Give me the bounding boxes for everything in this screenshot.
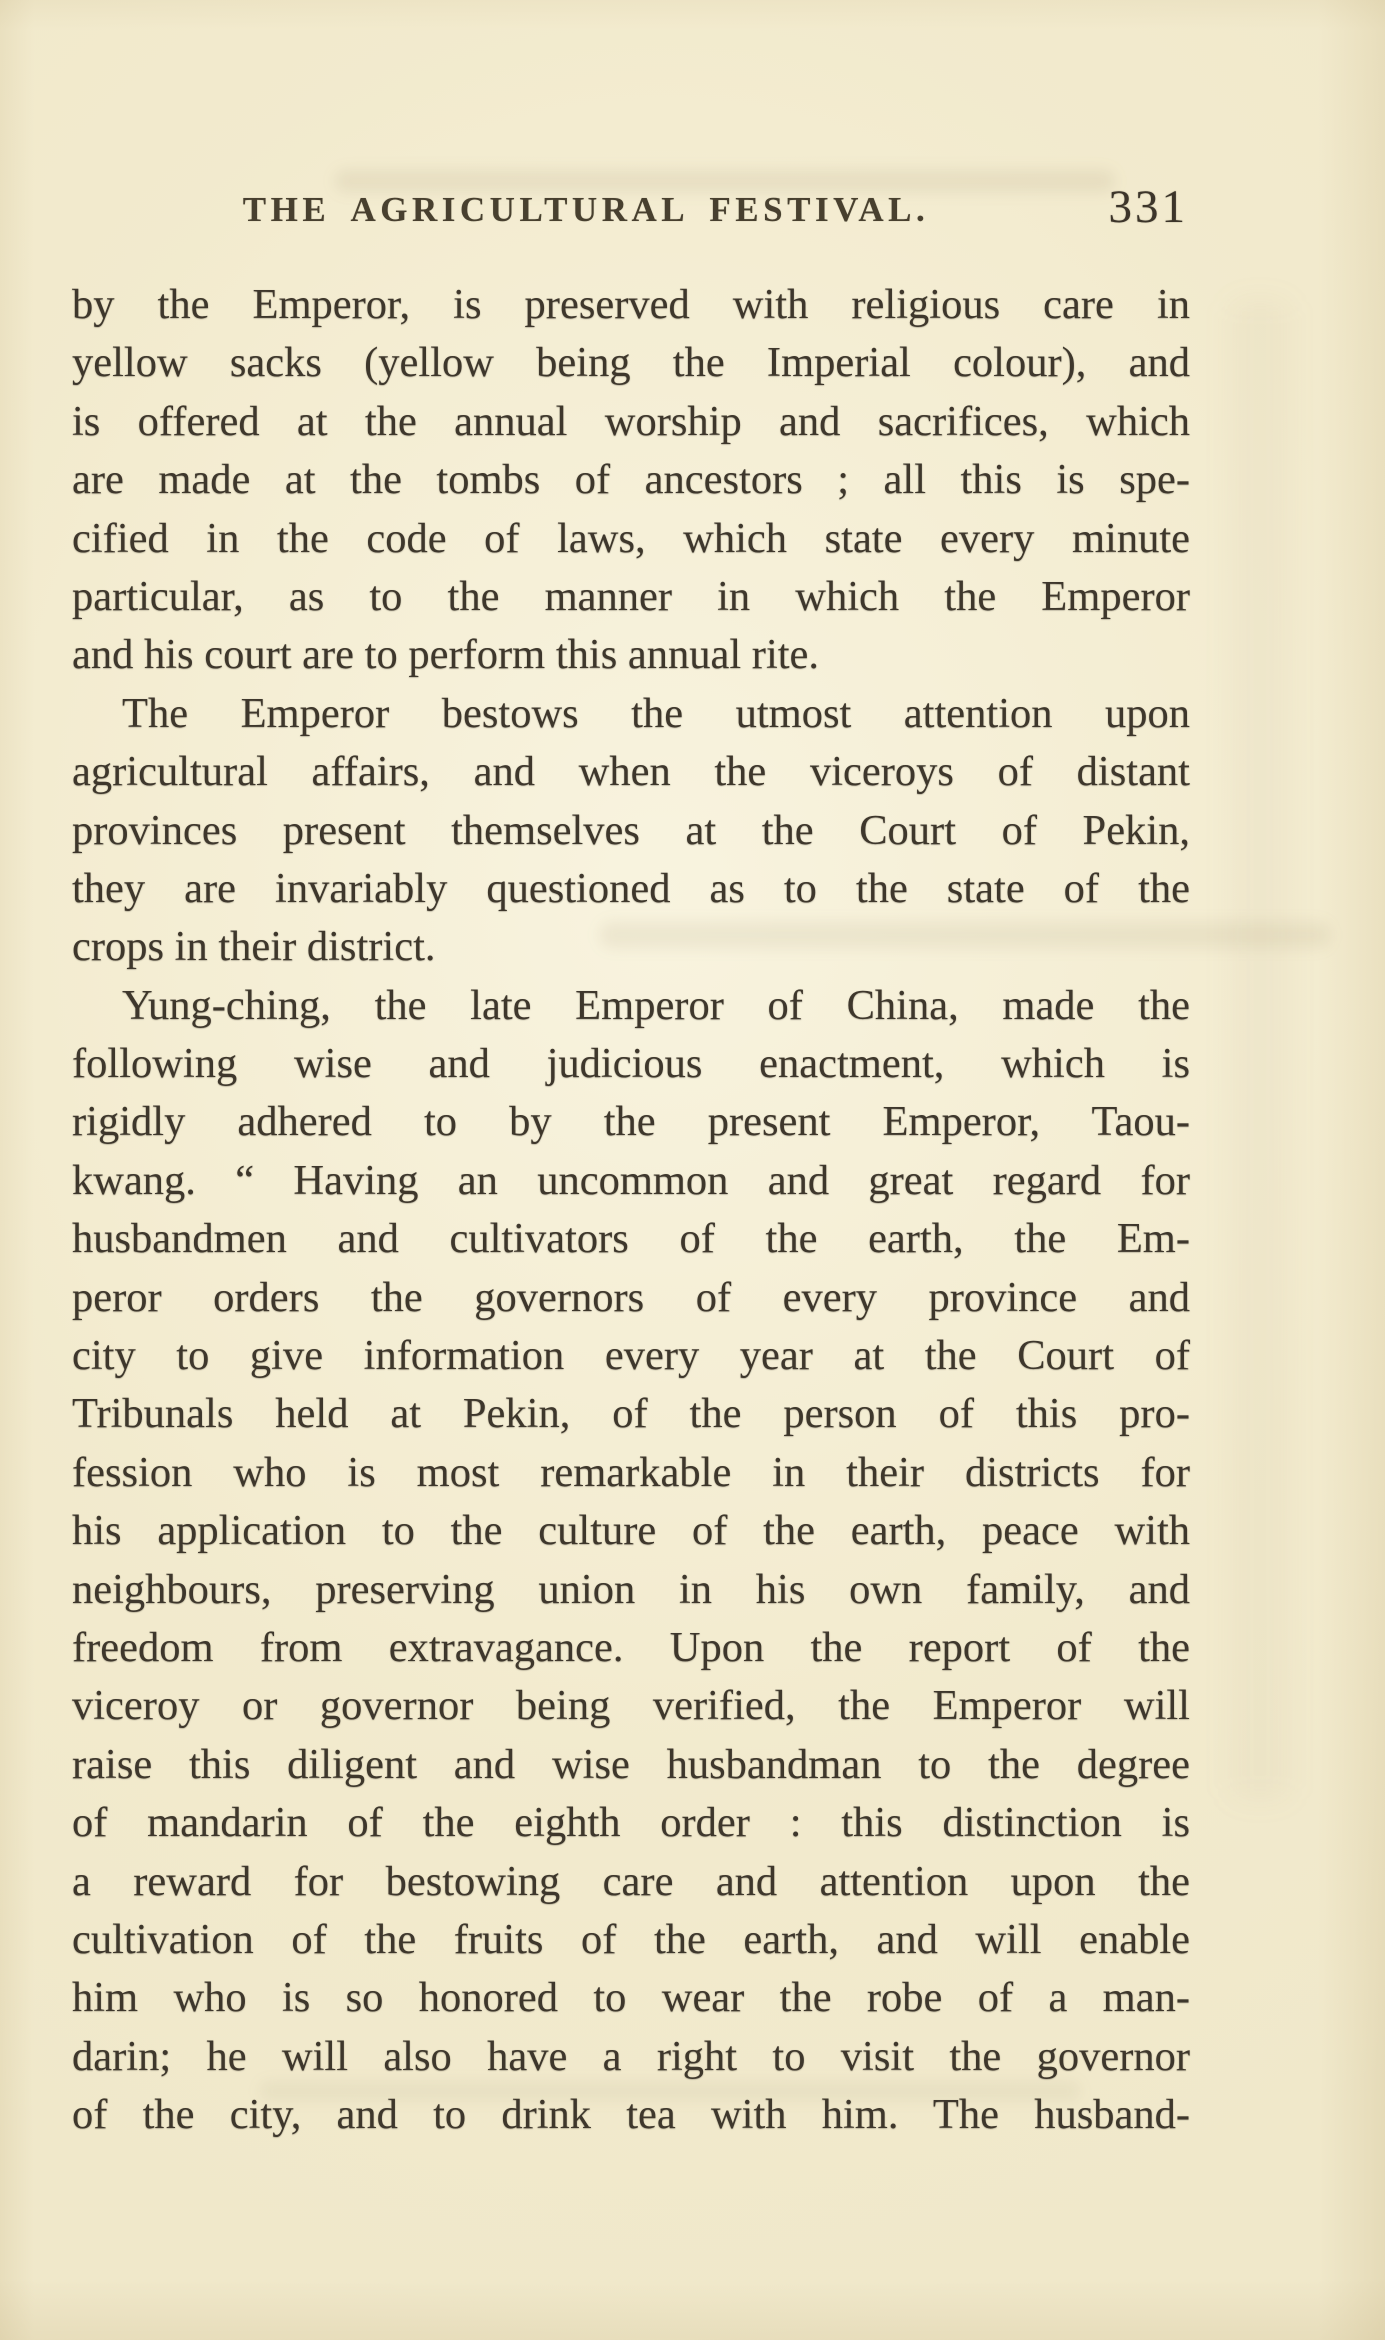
text-line: and his court are to perform this annual rite. xyxy=(72,631,820,679)
running-header-title: THE AGRICULTURAL FESTIVAL. xyxy=(242,190,930,229)
text-line: are made at the tombs of ancestors ; all this is spe- xyxy=(72,456,1190,504)
text-line: of mandarin of the eighth order : this distinction is xyxy=(72,1799,1190,1847)
text-line: raise this diligent and wise husbandman to the degree xyxy=(72,1740,1190,1788)
running-header xyxy=(72,181,1190,236)
text-line: freedom from extravagance. Upon the report of the xyxy=(72,1623,1190,1671)
text-line: The Emperor bestows the utmost attention upon xyxy=(122,689,1190,737)
text-line: by the Emperor, is preserved with religious care in xyxy=(72,281,1190,328)
show-through-smudge xyxy=(335,170,1115,192)
text-line: him who is so honored to wear the robe of a man- xyxy=(72,1974,1190,2022)
text-line: darin; he will also have a right to visit the governor xyxy=(72,2032,1190,2080)
paragraph xyxy=(72,977,1190,2145)
text-line: following wise and judicious enactment, which is xyxy=(72,1040,1190,1088)
text-line: agricultural affairs, and when the viceroys of distant xyxy=(72,748,1190,796)
text-line: yellow sacks (yellow being the Imperial colour), and xyxy=(72,339,1190,387)
page-edge-shading xyxy=(1230,300,1290,1800)
text-line: rigidly adhered to by the present Emperor, Taou- xyxy=(72,1098,1190,1146)
text-line: cultivation of the fruits of the earth, and will enable xyxy=(72,1915,1190,1963)
text-line: fession who is most remarkable in their districts for xyxy=(72,1448,1190,1496)
text-line: neighbours, preserving union in his own family, and xyxy=(72,1565,1190,1613)
text-line: his application to the culture of the earth, peace with xyxy=(72,1507,1190,1555)
text-line: city to give information every year at the Court of xyxy=(72,1332,1190,1380)
page-number: 331 xyxy=(1108,181,1188,233)
text-line: provinces present themselves at the Court of Pekin, xyxy=(72,806,1190,854)
text-line: husbandmen and cultivators of the earth, the Em- xyxy=(72,1215,1190,1263)
text-line: particular, as to the manner in which the Emperor xyxy=(72,572,1190,620)
paragraph xyxy=(72,685,1190,977)
text-line: they are invariably questioned as to the state of the xyxy=(72,864,1190,912)
text-line: is offered at the annual worship and sacrifices, which xyxy=(72,397,1190,445)
text-line: peror orders the governors of every province and xyxy=(72,1273,1190,1321)
text-line: kwang. “ Having an uncommon and great regard for xyxy=(72,1156,1190,1204)
text-line: Yung-ching, the late Emperor of China, made the xyxy=(122,981,1190,1029)
text-line: viceroy or governor being verified, the Emperor will xyxy=(72,1682,1190,1730)
text-line: Tribunals held at Pekin, of the person of this pro- xyxy=(72,1390,1190,1438)
text-line: a reward for bestowing care and attention upon the xyxy=(72,1857,1190,1905)
page-body xyxy=(72,276,1190,2145)
text-line: crops in their district. xyxy=(72,923,436,971)
text-line: cified in the code of laws, which state every minute xyxy=(72,514,1190,562)
text-line: of the city, and to drink tea with him. The husband- xyxy=(72,2091,1190,2139)
paragraph xyxy=(72,276,1190,685)
